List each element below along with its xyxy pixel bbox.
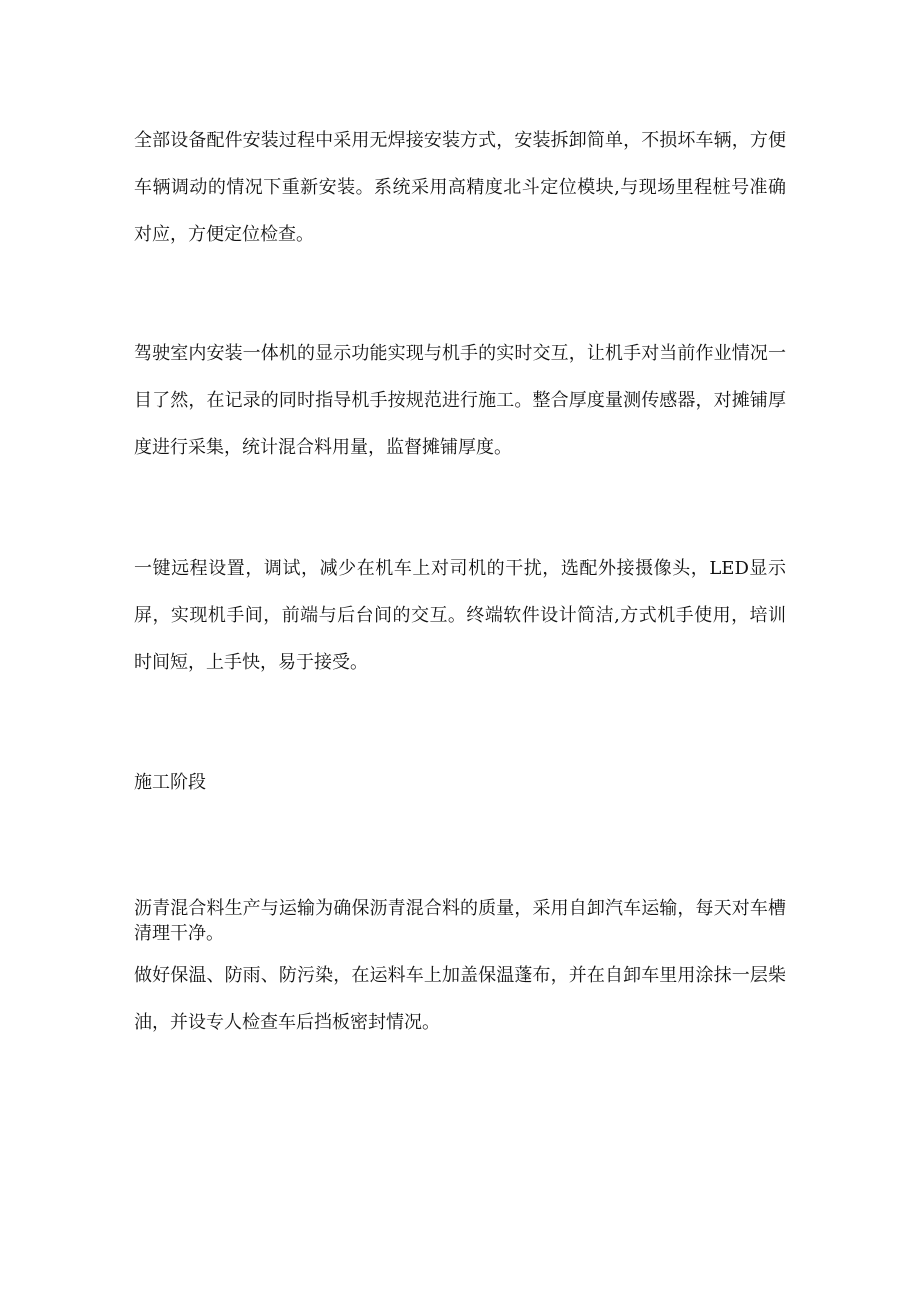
paragraph-cab-display: 驾驶室内安装一体机的显示功能实现与机手的实时交互，让机手对当前作业情况一目了然，在记录的同时指导机手按规范进行施工。整合厚度量测传感器，对摊铺厚度进行采集，统计混合料用量，监督摊铺厚度。 (134, 343, 786, 458)
paragraph-remote-setup: 一键远程设置，调试，减少在机车上对司机的干扰，选配外接摄像头，LED显示屏，实现机手间，前端与后台间的交互。终端软件设计简洁,方式机手使用，培训时间短，上手快，易于接受。 (134, 558, 786, 673)
paragraph-insulation: 做好保温、防雨、防污染，在运料车上加盖保温蓬布，并在自卸车里用涂抹一层柴油，并设专人检查车后挡板密封情况。 (134, 965, 786, 1033)
paragraph-mixture-transport: 沥青混合料生产与运输为确保沥青混合料的质量，采用自卸汽车运输，每天对车槽清理干净。 (134, 898, 786, 944)
section-heading: 施工阶段 (134, 772, 206, 793)
paragraph-installation: 全部设备配件安装过程中采用无焊接安装方式，安装拆卸简单，不损坏车辆，方便车辆调动的情况下重新安装。系统采用高精度北斗定位模块,与现场里程桩号准确对应，方便定位检查。 (134, 130, 786, 245)
